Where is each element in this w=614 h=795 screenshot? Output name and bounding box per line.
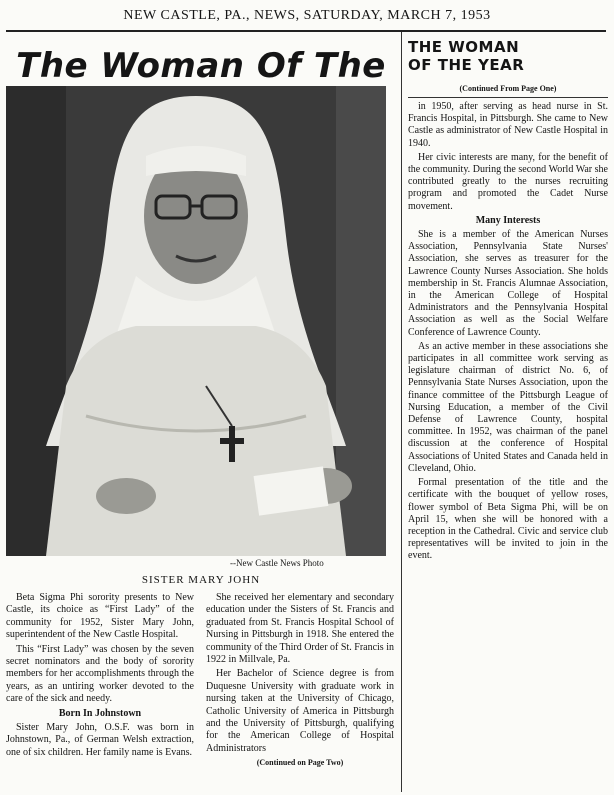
divider — [408, 97, 608, 98]
column-rule — [401, 32, 402, 792]
paragraph: As an active member in these associations she participates in all committee work serving as legislature chairman of district No. 6, of Pennsylvania State Nurses Association, upon the finance committee of the Pittsburgh League of Nursing Education, a member of the Civil Defense of Lawrence County, hospital committee. In 1952, was chairman of the panel discussion at the conference of Hospital Associations of United States and Canada held in Cleveland, Ohio. — [408, 340, 608, 474]
photo-credit: --New Castle News Photo — [230, 558, 324, 568]
paragraph: Formal presentation of the title and the certificate with the bouquet of yellow roses, flower symbol of Beta Sigma Phi, will be on April 15, when she will be honored with a reception in the Cathedral. Civic and service club representatives will be invited to join in the event. — [408, 477, 608, 562]
article-column-2 — [206, 592, 394, 770]
nun-portrait-image — [6, 86, 386, 556]
paragraph: Sister Mary John, O.S.F. was born in Johnstown, Pa., of German Welsh extraction, one of six children. Her family name is Evans. — [6, 722, 194, 758]
jump-headline — [408, 38, 608, 74]
jump-headline-line-1: THE WOMAN — [408, 38, 520, 56]
paragraph: She received her elementary and secondary education under the Sisters of St. Francis and graduated from St. Francis Hospital School of Nursing in Pittsburgh in 1918. She entered the community of the Third Order of St. Francis in 1922 in Millvale, Pa. — [206, 592, 394, 666]
photo-caption: SISTER MARY JOHN — [141, 574, 261, 586]
jump-headline-line-2: OF THE YEAR — [408, 56, 525, 74]
portrait-photo — [6, 86, 386, 556]
subhead: Many Interests — [475, 214, 541, 226]
paragraph: Her civic interests are many, for the benefit of the community. During the second World War she contributed greatly to the nurses recruiting program and promoted the Cadet Nurse movement. — [408, 151, 608, 212]
subhead: Born In Johnstown — [58, 707, 142, 719]
headline: The Woman Of The — [16, 46, 386, 86]
continued-line: (Continued on Page Two) — [256, 758, 344, 768]
top-rule — [6, 30, 606, 32]
paragraph: Her Bachelor of Science degree is from Duquesne University with graduate work in nursing taken at the University of Chicago, Catholic University of America in Pittsburgh and the University of Pittsburgh, qualifying for the American College of Hospital Administrators — [206, 668, 394, 754]
continued-from: (Continued From Page One) — [459, 84, 557, 93]
paragraph: This “First Lady” was chosen by the seven secret nominators and the body of sorority members for her accomplishments through the years, as an untiring worker devoted to the care of the sick and needy. — [6, 643, 194, 705]
jump-story — [408, 38, 608, 565]
article-column-1 — [6, 592, 194, 761]
paragraph: Beta Sigma Phi sorority presents to New Castle, its choice as “First Lady” of the community for 1952, Sister Mary John, superintendent of the New Castle Hospital. — [6, 592, 194, 641]
masthead: NEW CASTLE, PA., NEWS, SATURDAY, MARCH 7, 1953 — [123, 8, 491, 23]
paragraph: She is a member of the American Nurses Association, Pennsylvania State Nurses' Association, she serves as treasurer for the Lawrence County Nurses Association. She holds membership in St. Francis Alumnae Association, in the American College of Hospital Administrators and the Pennsylvania Hospital Association as well as the Social Welfare Conference of Lawrence County. — [408, 229, 608, 338]
jump-text — [408, 101, 608, 563]
paragraph: in 1950, after serving as head nurse in St. Francis Hospital, in Pittsburgh. She came to New Castle as administrator of New Castle Hospital in 1940. — [408, 101, 608, 149]
